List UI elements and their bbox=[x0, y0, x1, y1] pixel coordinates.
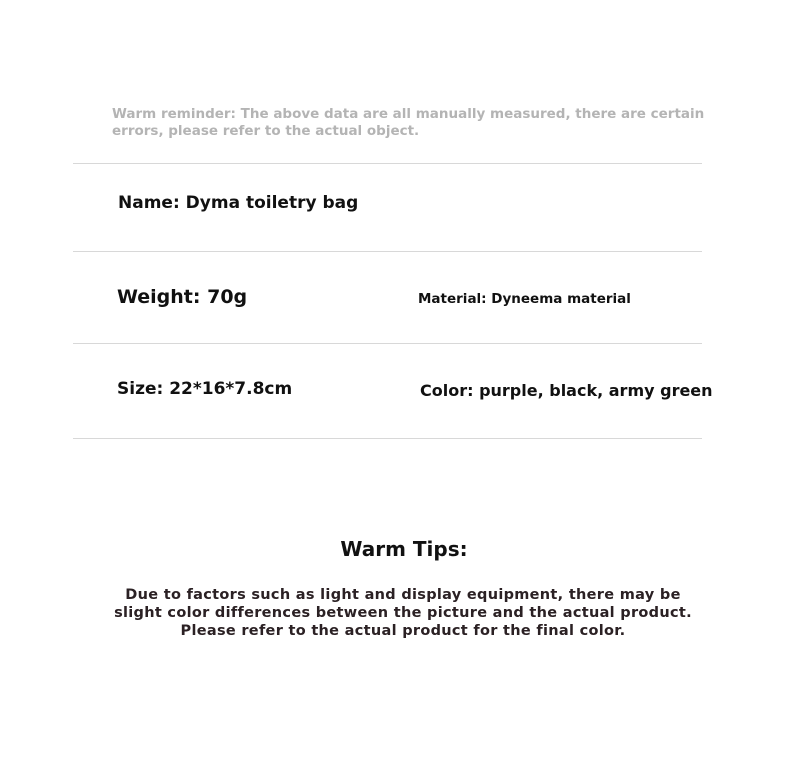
divider bbox=[73, 163, 702, 164]
spec-size: Size: 22*16*7.8cm bbox=[117, 379, 293, 399]
warm-tips-title: Warm Tips: bbox=[340, 537, 468, 561]
spec-weight: Weight: 70g bbox=[117, 286, 248, 308]
warm-tips-body: Due to factors such as light and display equipment, there may be slight color differences between the picture and the actual product. Please refer to the actual product for the final color. bbox=[114, 587, 692, 639]
spec-color: Color: purple, black, army green bbox=[420, 381, 713, 400]
spec-material: Material: Dyneema material bbox=[418, 291, 631, 307]
divider bbox=[73, 438, 702, 439]
spec-name: Name: Dyma toiletry bag bbox=[118, 193, 359, 213]
divider bbox=[73, 251, 702, 252]
divider bbox=[73, 343, 702, 344]
measurement-reminder: Warm reminder: The above data are all manually measured, there are certain errors, please refer to the actual object. bbox=[112, 106, 705, 139]
